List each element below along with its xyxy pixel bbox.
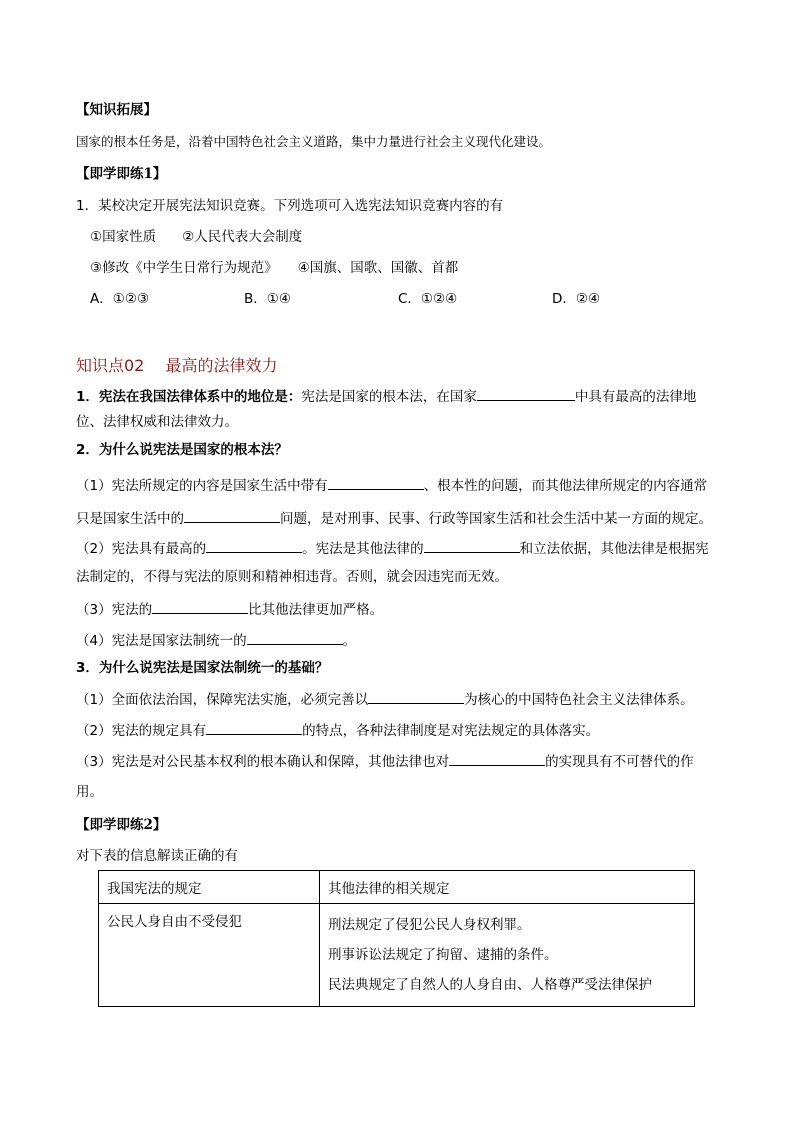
p1-text-d: 问题，是对刑事、民事、行政等国家生活和社会生活中某一方面的规定。 bbox=[280, 511, 712, 527]
drill-1-question: 1．某校决定开展宪法知识竞赛。下列选项可入选宪法知识竞赛内容的有 bbox=[76, 198, 504, 214]
drill-1-label: 【即学即练1】 bbox=[76, 166, 167, 182]
blank-4[interactable] bbox=[206, 538, 302, 553]
p3-text-a: （3）宪法的 bbox=[76, 602, 153, 618]
section-title: 知识点02 最高的法律效力 bbox=[76, 356, 278, 375]
q2-heading: 2．为什么说宪法是国家的根本法？ bbox=[76, 442, 288, 458]
p3-text-b: 比其他法律更加严格。 bbox=[248, 602, 384, 618]
blank-5[interactable] bbox=[424, 538, 520, 553]
p2-text-a: （2）宪法具有最高的 bbox=[76, 541, 207, 557]
p1-line-1 bbox=[76, 475, 707, 496]
blank-8[interactable] bbox=[368, 689, 464, 704]
blank-6[interactable] bbox=[152, 599, 248, 614]
table-cell-line: 民法典规定了自然人的人身自由、人格尊严受法律保护 bbox=[328, 977, 652, 993]
info-table bbox=[98, 870, 695, 1007]
drill-1-item-3: ③修改《中学生日常行为规范》 bbox=[90, 260, 278, 276]
table-cell-line: 刑事诉讼法规定了拘留、逮捕的条件。 bbox=[328, 947, 558, 963]
table-cell-line: 刑法规定了侵犯公民人身权利罪。 bbox=[328, 917, 531, 933]
q1-text-b: 中具有最高的法律地 bbox=[574, 389, 697, 405]
option-d: D．②④ bbox=[552, 291, 601, 307]
drill-1-item-2: ②人民代表大会制度 bbox=[182, 229, 303, 245]
p4-line bbox=[76, 630, 356, 651]
blank-9[interactable] bbox=[206, 720, 302, 735]
q1-heading: 1．宪法在我国法律体系中的地位是： bbox=[76, 389, 302, 405]
option-c: C．①②④ bbox=[398, 291, 458, 307]
r2-text-b: 的特点，各种法律制度是对宪法规定的具体落实。 bbox=[302, 723, 600, 739]
drill-1-options bbox=[90, 289, 600, 309]
drill-2-question: 对下表的信息解读正确的有 bbox=[76, 848, 238, 864]
q1-line-2: 位、法律权威和法律效力。 bbox=[76, 414, 238, 430]
table-header-row bbox=[99, 871, 695, 904]
r2-line bbox=[76, 720, 599, 741]
option-a: A．①②③ bbox=[90, 291, 150, 307]
p1-text-a: （1）宪法所规定的内容是国家生活中带有 bbox=[76, 478, 328, 494]
blank-3[interactable] bbox=[184, 508, 280, 523]
r3-line-2: 用。 bbox=[76, 784, 103, 800]
p4-text-a: （4）宪法是国家法制统一的 bbox=[76, 633, 247, 649]
p2-line-1 bbox=[76, 538, 709, 559]
q3-heading: 3．为什么说宪法是国家法制统一的基础？ bbox=[76, 660, 329, 676]
r1-text-b: 为核心的中国特色社会主义法律体系。 bbox=[464, 692, 694, 708]
r3-text-a: （3）宪法是对公民基本权利的根本确认和保障，其他法律也对 bbox=[76, 754, 450, 770]
table-header-cell: 其他法律的相关规定 bbox=[320, 871, 695, 904]
r3-text-b: 的实现具有不可替代的作 bbox=[545, 754, 694, 770]
p1-text-c: 只是国家生活中的 bbox=[76, 511, 184, 527]
p1-line-2 bbox=[76, 508, 712, 529]
r1-text-a: （1）全面依法治国，保障宪法实施，必须完善以 bbox=[76, 692, 369, 708]
table-header-cell: 我国宪法的规定 bbox=[99, 871, 320, 904]
drill-2-label: 【即学即练2】 bbox=[76, 817, 167, 833]
p2-text-c: 和立法依据，其他法律是根据宪 bbox=[519, 541, 709, 557]
drill-1-item-4: ④国旗、国歌、国徽、首都 bbox=[297, 260, 459, 276]
p1-text-b: 、根本性的问题，而其他法律所规定的内容通常 bbox=[423, 478, 708, 494]
r1-line bbox=[76, 689, 694, 710]
drill-1-items-row-1 bbox=[90, 227, 302, 247]
q1-line-1 bbox=[76, 386, 696, 407]
p2-line-2: 法制定的，不得与宪法的原则和精神相违背。否则，就会因违宪而无效。 bbox=[76, 569, 508, 585]
knowledge-extension-text: 国家的根本任务是，沿着中国特色社会主义道路，集中力量进行社会主义现代化建设。 bbox=[76, 134, 552, 149]
q1-text-a: 宪法是国家的根本法，在国家 bbox=[301, 389, 477, 405]
drill-1-items-row-2 bbox=[90, 258, 458, 278]
p3-line bbox=[76, 599, 383, 620]
drill-1-item-1: ①国家性质 bbox=[90, 229, 157, 245]
blank-10[interactable] bbox=[449, 751, 545, 766]
blank-1[interactable] bbox=[477, 386, 575, 401]
r2-text-a: （2）宪法的规定具有 bbox=[76, 723, 207, 739]
table-cell bbox=[320, 904, 695, 1007]
knowledge-extension-label: 【知识拓展】 bbox=[76, 102, 157, 118]
p2-text-b: 。宪法是其他法律的 bbox=[302, 541, 424, 557]
table-cell: 公民人身自由不受侵犯 bbox=[99, 904, 320, 1007]
option-b: B．①④ bbox=[244, 291, 291, 307]
blank-2[interactable] bbox=[328, 475, 424, 490]
table-row bbox=[99, 904, 695, 1007]
blank-7[interactable] bbox=[247, 630, 343, 645]
r3-line-1 bbox=[76, 751, 694, 772]
p4-text-b: 。 bbox=[342, 633, 357, 649]
